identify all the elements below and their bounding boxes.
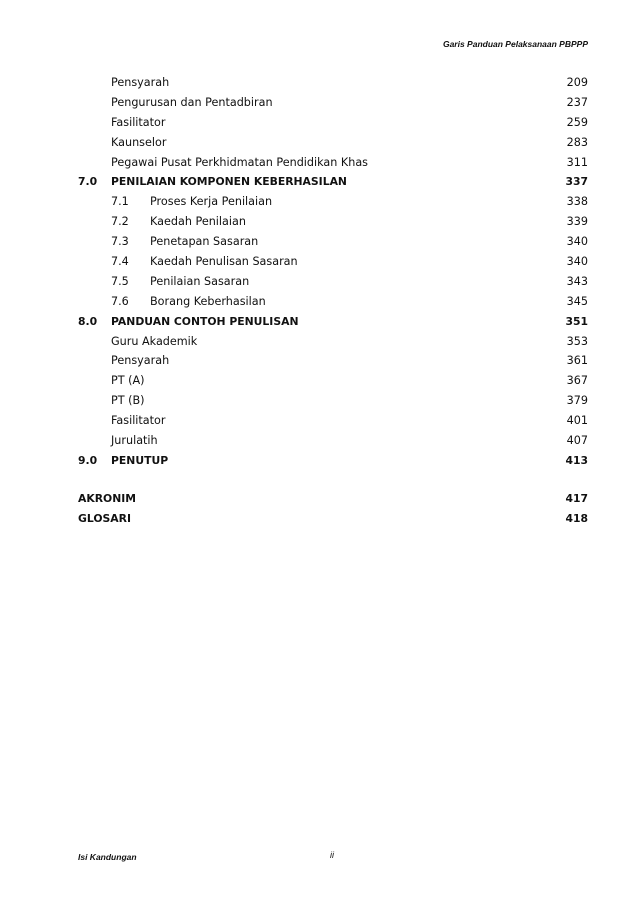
toc-entry-page: 367: [566, 374, 588, 388]
toc-entry[interactable]: [0, 351, 638, 371]
footer-label: Isi Kandungan: [78, 852, 137, 862]
toc-section-8[interactable]: [0, 312, 638, 332]
toc-subentry[interactable]: [0, 232, 638, 252]
toc-entry[interactable]: [0, 153, 638, 173]
toc-glosari[interactable]: [0, 509, 638, 529]
toc-subentry[interactable]: [0, 192, 638, 212]
subsection-page: 345: [566, 294, 588, 308]
toc-subentry[interactable]: [0, 292, 638, 312]
toc-entry-page: 361: [566, 354, 588, 368]
section-page: 337: [565, 175, 588, 189]
toc-entry-label: Pensyarah: [111, 354, 170, 368]
toc-entry[interactable]: [0, 391, 638, 411]
subsection-page: 343: [566, 274, 588, 288]
toc-entry[interactable]: [0, 113, 638, 133]
toc-entry-label: PT (B): [111, 394, 145, 408]
toc-entry[interactable]: [0, 411, 638, 431]
toc-entry-page: 259: [566, 115, 588, 129]
subsection-label: Penilaian Sasaran: [150, 274, 250, 288]
subsection-number: 7.3: [111, 235, 129, 249]
subsection-label: Kaedah Penulisan Sasaran: [150, 255, 298, 269]
toc-entry-label: PT (A): [111, 374, 145, 388]
subsection-number: 7.1: [111, 195, 129, 209]
table-of-contents: [0, 73, 638, 529]
subsection-number: 7.5: [111, 274, 129, 288]
subsection-label: Borang Keberhasilan: [150, 294, 266, 308]
toc-entry-page: 401: [566, 414, 588, 428]
subsection-page: 339: [566, 215, 588, 229]
toc-entry-label: Jurulatih: [111, 434, 158, 448]
section-title: PENUTUP: [111, 453, 169, 467]
toc-subentry[interactable]: [0, 252, 638, 272]
subsection-label: Kaedah Penilaian: [150, 215, 246, 229]
subsection-label: Proses Kerja Penilaian: [150, 195, 273, 209]
header-title: Garis Panduan Pelaksanaan PBPPP: [442, 39, 588, 49]
section-title: PANDUAN CONTOH PENULISAN: [111, 314, 299, 328]
subsection-number: 7.4: [111, 255, 129, 269]
section-page: 413: [565, 453, 588, 467]
toc-entry-page: 237: [566, 95, 588, 109]
toc-entry[interactable]: [0, 431, 638, 451]
toc-entry[interactable]: [0, 332, 638, 352]
toc-section-7[interactable]: [0, 172, 638, 192]
subsection-number: 7.6: [111, 294, 129, 308]
toc-entry-label: Kaunselor: [111, 135, 167, 149]
toc-entry-label: Fasilitator: [111, 414, 166, 428]
toc-entry-page: 209: [566, 76, 588, 89]
toc-entry[interactable]: [0, 73, 638, 93]
toc-subentry[interactable]: [0, 212, 638, 232]
toc-entry-label: Pensyarah: [111, 76, 170, 89]
section-page: 351: [565, 314, 588, 328]
toc-entry[interactable]: [0, 371, 638, 391]
section-number: 7.0: [78, 175, 98, 189]
toc-entry-page: 353: [566, 334, 588, 348]
toc-entry-page: 379: [566, 394, 588, 408]
section-number: 9.0: [78, 453, 98, 467]
toc-entry-page: 311: [566, 155, 588, 169]
subsection-page: 338: [566, 195, 588, 209]
subsection-page: 340: [566, 255, 588, 269]
toc-subentry[interactable]: [0, 272, 638, 292]
toc-entry-label: Fasilitator: [111, 115, 166, 129]
page-number: ii: [330, 850, 334, 860]
section-title: AKRONIM: [78, 491, 137, 505]
section-title: GLOSARI: [78, 511, 131, 525]
subsection-number: 7.2: [111, 215, 129, 229]
spacer: [0, 471, 638, 489]
toc-akronim[interactable]: [0, 489, 638, 509]
subsection-label: Penetapan Sasaran: [150, 235, 259, 249]
toc-entry[interactable]: [0, 93, 638, 113]
toc-entry-label: Guru Akademik: [111, 334, 198, 348]
toc-entry-page: 283: [566, 135, 588, 149]
toc-entry-label: Pegawai Pusat Perkhidmatan Pendidikan Khas: [111, 155, 369, 169]
section-page: 417: [565, 491, 588, 505]
toc-entry[interactable]: [0, 133, 638, 153]
section-number: 8.0: [78, 314, 98, 328]
subsection-page: 340: [566, 235, 588, 249]
section-title: PENILAIAN KOMPONEN KEBERHASILAN: [111, 175, 347, 189]
toc-section-9[interactable]: [0, 451, 638, 471]
toc-entry-page: 407: [566, 434, 588, 448]
toc-entry-label: Pengurusan dan Pentadbiran: [111, 95, 273, 109]
section-page: 418: [565, 511, 588, 525]
